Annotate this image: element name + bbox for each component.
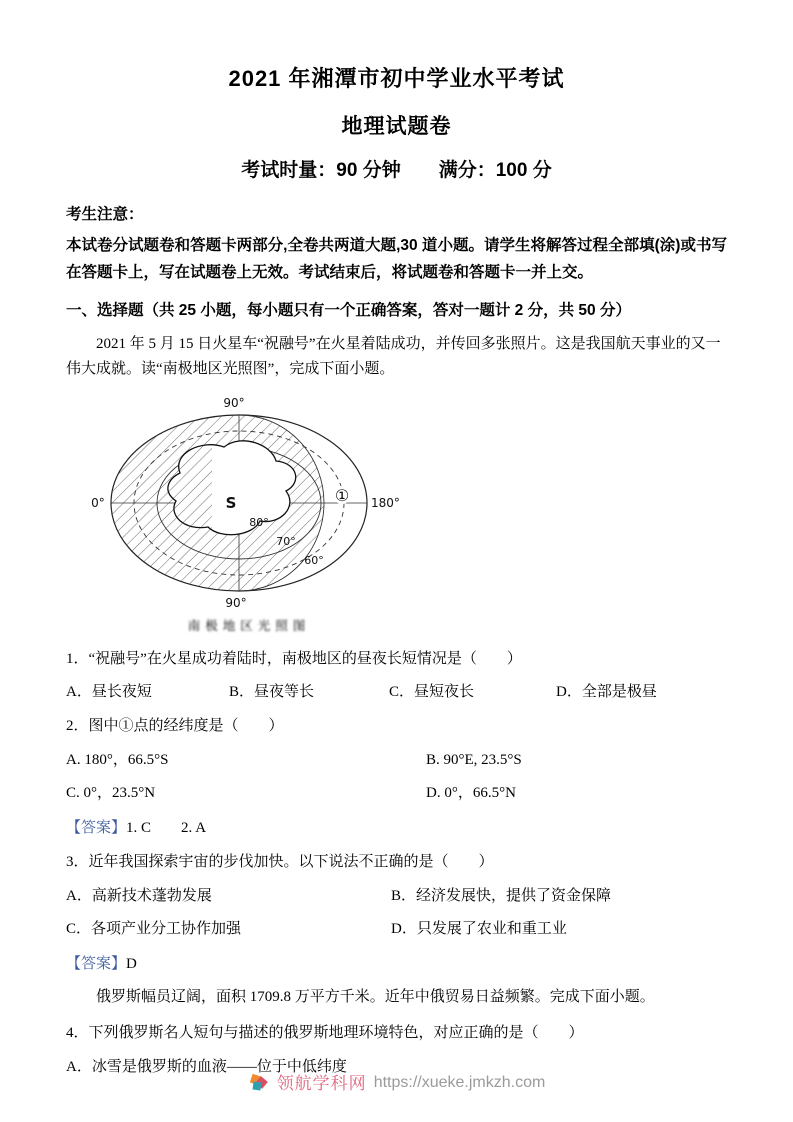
answer-line-1-2 xyxy=(66,817,727,840)
q2-option-c: C. 0°，23.5°N xyxy=(66,785,156,801)
site-logo-icon xyxy=(248,1072,270,1094)
answer-label: 【答案】 xyxy=(66,955,127,972)
answer-label: 【答案】 xyxy=(66,819,127,836)
map-label-lat-70: 70° xyxy=(276,535,296,549)
notice-label: 考生注意： xyxy=(66,206,144,223)
footer-site-url: https://xueke.jmkzh.com xyxy=(373,1074,546,1092)
q1-option-c: C．昼短夜长 xyxy=(389,683,475,700)
question-3-text: 3．近年我国探索宇宙的步伐加快。以下说法不正确的是（ ） xyxy=(66,854,494,870)
point-1-marker: ① xyxy=(334,486,350,506)
section-title: 一、选择题（共 25 小题，每小题只有一个正确答案，答对一题计 2 分，共 50 分） xyxy=(66,301,631,319)
q1-option-a: A．昼长夜短 xyxy=(66,683,152,700)
answer-line-3 xyxy=(66,953,727,976)
answer-value: D xyxy=(126,955,137,972)
q2-option-d: D. 0°，66.5°N xyxy=(426,785,516,801)
passage-russia: 俄罗斯幅员辽阔，面积 1709.8 万平方千米。近年中俄贸易日益频繁。完成下面小题。 xyxy=(96,989,655,1005)
page-subtitle: 地理试题卷 xyxy=(341,115,452,138)
q3-option-d: D．只发展了农业和重工业 xyxy=(391,921,567,937)
notice-body: 本试卷分试题卷和答题卡两部分,全卷共两道大题,30 道小题。请学生将解答过程全部填(涂)或书写在答题卡上，写在试题卷上无效。考试结束后，将试题卷和答题卡一并上交。 xyxy=(66,237,727,282)
q2-option-b: B. 90°E, 23.5°S xyxy=(426,751,522,768)
answer-value: 1. C 2. A xyxy=(126,819,207,836)
question-4-text: 4．下列俄罗斯名人短句与描述的俄罗斯地理环境特色，对应正确的是（ ） xyxy=(66,1024,584,1041)
q2-option-a: A. 180°，66.5°S xyxy=(66,751,169,768)
q1-option-b: B．昼夜等长 xyxy=(229,683,315,700)
map-label-lat-60: 60° xyxy=(304,554,324,568)
map-label-180-right: 180° xyxy=(371,496,400,511)
exam-info: 考试时量：90 分钟 满分：100 分 xyxy=(241,159,552,181)
map-label-lat-80: 80° xyxy=(249,516,269,530)
map-label-south-pole: S xyxy=(225,494,237,513)
question-2-options xyxy=(66,749,727,805)
page-title: 2021 年湘潭市初中学业水平考试 xyxy=(228,66,565,91)
map-svg xyxy=(84,395,414,615)
question-3-options xyxy=(66,885,727,941)
map-label-0-left: 0° xyxy=(91,496,105,511)
question-1-text: 1．“祝融号”在火星成功着陆时，南极地区的昼夜长短情况是（ ） xyxy=(66,651,522,667)
q3-option-a: A．高新技术蓬勃发展 xyxy=(66,887,212,904)
map-label-90-bottom: 90° xyxy=(225,596,247,611)
footer-site-name: 领航学科网 xyxy=(276,1073,367,1093)
antarctic-illumination-map xyxy=(84,395,414,636)
q4-option-a: A．冰雪是俄罗斯的血液——位于中低纬度 xyxy=(66,1059,347,1076)
q3-option-b: B．经济发展快，提供了资金保障 xyxy=(391,887,612,904)
q1-option-d: D．全部是极昼 xyxy=(556,683,657,700)
map-label-90-top: 90° xyxy=(223,396,245,411)
footer-watermark xyxy=(0,1071,793,1097)
question-2-text: 2．图中①点的经纬度是（ ） xyxy=(66,718,284,734)
passage-mars: 2021 年 5 月 15 日火星车“祝融号”在火星着陆成功，并传回多张照片。这是我国航天事业的又一伟大成就。读“南极地区光照图”，完成下面小题。 xyxy=(66,335,721,377)
question-1-options xyxy=(66,681,727,704)
map-caption: 南极地区光照图 xyxy=(187,619,311,634)
q3-option-c: C．各项产业分工协作加强 xyxy=(66,921,242,937)
